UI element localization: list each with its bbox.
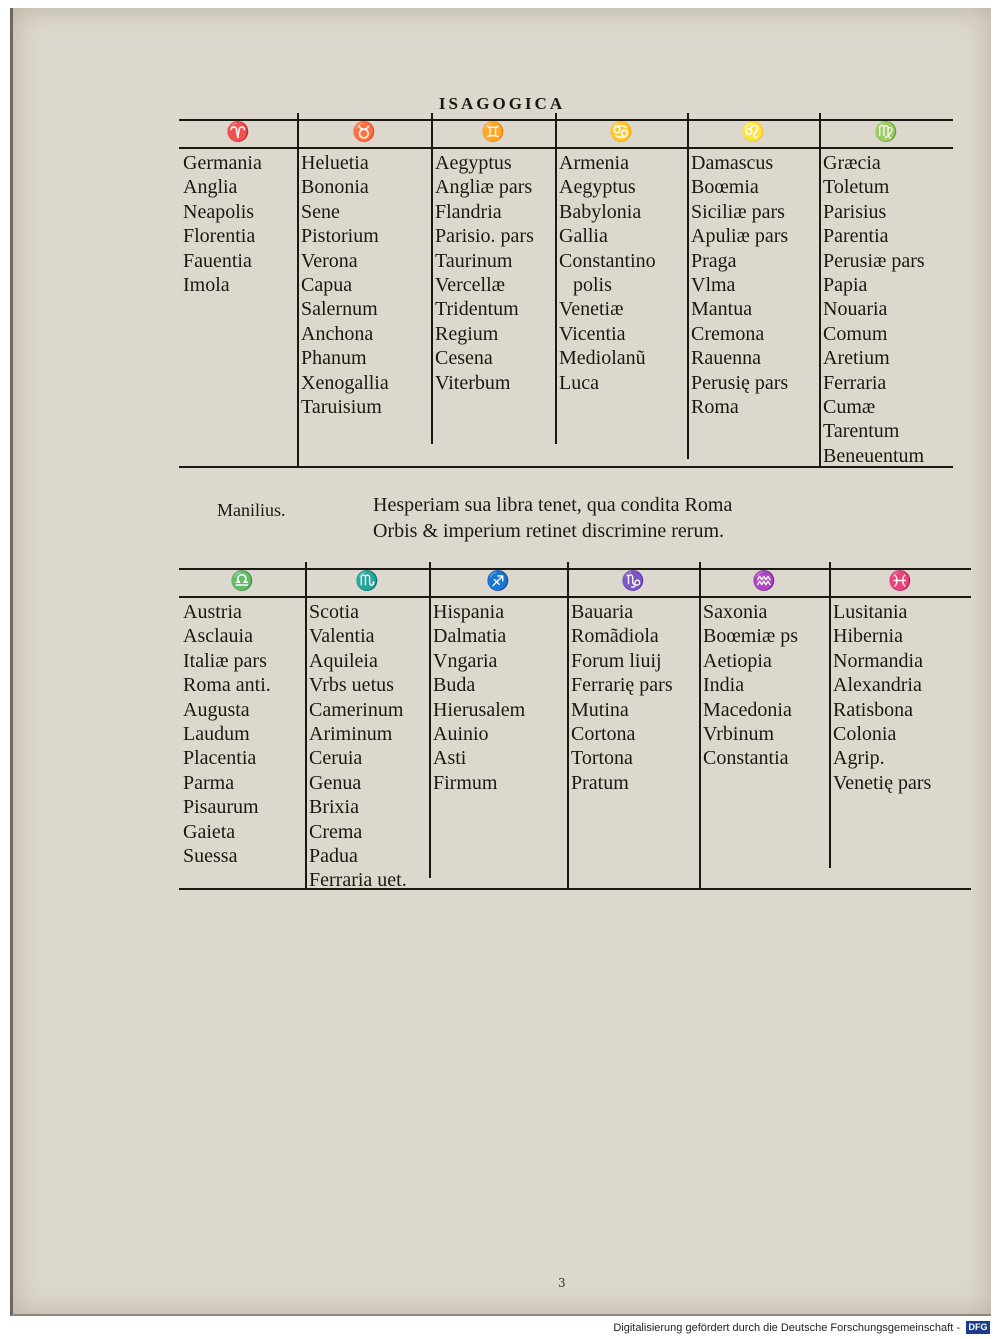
zodiac-sign-icon: ♌ xyxy=(741,121,765,143)
place-name: Parentia xyxy=(823,225,889,248)
place-name: Capua xyxy=(301,274,353,296)
quote-author: Manilius. xyxy=(217,500,286,520)
place-name: Venetiæ xyxy=(559,298,624,321)
place-name: Phanum xyxy=(301,347,367,370)
place-name: Comum xyxy=(823,322,888,345)
place-name: Cesena xyxy=(435,347,493,370)
place-name: Roma xyxy=(691,396,739,418)
manilius-quote xyxy=(13,494,991,554)
place-name: Macedonia xyxy=(703,698,792,721)
signature-mark: 3 xyxy=(558,1276,566,1290)
place-name: Parisio. pars xyxy=(435,225,534,248)
column-divider xyxy=(431,113,433,444)
zodiac-sign-icon: ♉ xyxy=(352,121,376,143)
zodiac-sign-icon: ♒ xyxy=(752,570,776,592)
column-divider xyxy=(829,562,831,868)
dfg-logo: DFG xyxy=(966,1321,990,1334)
place-name: Pistorium xyxy=(301,225,379,248)
place-name: Praga xyxy=(691,249,737,272)
column-divider xyxy=(819,113,821,466)
place-name: Tortona xyxy=(571,747,633,770)
place-name: Tarentum xyxy=(823,420,900,443)
place-name: Romãdiola xyxy=(571,625,659,648)
place-name: Taruisium xyxy=(301,396,382,418)
column-divider xyxy=(699,562,701,888)
place-name: Dalmatia xyxy=(433,625,507,648)
zodiac-sign-icon: ♎ xyxy=(230,570,254,592)
place-name: Brixia xyxy=(309,796,359,819)
place-name: Vngaria xyxy=(433,649,498,672)
place-name: Ferraria xyxy=(823,371,887,394)
place-name: Boœmiæ ps xyxy=(703,625,799,648)
place-name: Fauentia xyxy=(183,249,252,272)
place-name: Angliæ pars xyxy=(435,176,533,199)
place-name: Roma anti. xyxy=(183,674,271,697)
place-name: Auinio xyxy=(433,723,489,745)
quote-line-1: Hesperiam sua libra tenet, qua condita Roma xyxy=(373,494,733,516)
place-name: Germania xyxy=(183,152,262,174)
place-name: Damascus xyxy=(691,152,774,174)
place-name: Flandria xyxy=(435,200,502,223)
place-name: Camerinum xyxy=(309,698,404,721)
place-name: Mutina xyxy=(571,698,629,721)
place-name: Vrbs uetus xyxy=(309,674,394,697)
place-name: Aetiopia xyxy=(703,649,772,672)
place-name: polis xyxy=(573,274,612,296)
place-name: Asti xyxy=(433,747,467,770)
place-name: Sene xyxy=(301,200,340,223)
place-name: Gaieta xyxy=(183,820,236,843)
place-name: Anchona xyxy=(301,322,374,345)
place-name: Gallia xyxy=(559,225,608,248)
place-name: Perusiæ pars xyxy=(823,249,925,272)
place-name: Venetię pars xyxy=(833,771,932,794)
place-name: Vlma xyxy=(691,274,736,296)
column-divider xyxy=(429,562,431,878)
place-name: Perusię pars xyxy=(691,371,789,394)
column-divider xyxy=(555,113,557,444)
place-name: Florentia xyxy=(183,225,256,248)
place-name: Rauenna xyxy=(691,347,761,370)
place-name: Parisius xyxy=(823,200,887,223)
place-name: Scotia xyxy=(309,601,359,623)
place-name: Regium xyxy=(435,322,499,345)
table-top-rule xyxy=(179,568,971,570)
place-name: Ratisbona xyxy=(833,698,913,721)
place-name: Toletum xyxy=(823,176,890,199)
place-name: Verona xyxy=(301,249,358,272)
column-divider xyxy=(687,113,689,459)
place-name: Aretium xyxy=(823,347,890,370)
place-name: Papia xyxy=(823,274,868,296)
place-name: Mediolanũ xyxy=(559,347,646,370)
place-name: Aegyptus xyxy=(559,176,636,199)
place-name: Vercellæ xyxy=(435,274,505,296)
place-name: Buda xyxy=(433,674,476,697)
place-name: Xenogallia xyxy=(301,371,389,394)
place-name: Austria xyxy=(183,601,242,623)
place-name: Valentia xyxy=(309,625,375,648)
place-name: Lusitania xyxy=(833,601,908,623)
place-name: Constantia xyxy=(703,747,789,770)
place-name: Tridentum xyxy=(435,298,519,321)
place-name: Cremona xyxy=(691,322,765,345)
place-name: Boœmia xyxy=(691,176,759,199)
place-name: Apuliæ pars xyxy=(691,225,789,248)
table-top-rule xyxy=(179,119,953,121)
zodiac-sign-icon: ♊ xyxy=(481,121,505,143)
place-name: Alexandria xyxy=(833,674,922,697)
place-name: Aquileia xyxy=(309,649,378,672)
zodiac-sign-icon: ♋ xyxy=(609,121,633,143)
table-bottom xyxy=(179,568,971,892)
place-name: Beneuentum xyxy=(823,444,925,467)
place-name: Viterbum xyxy=(435,371,511,394)
place-name: Vrbinum xyxy=(703,723,775,745)
place-name: Hierusalem xyxy=(433,698,526,721)
place-name: Vicentia xyxy=(559,322,626,345)
place-name: Saxonia xyxy=(703,601,768,623)
place-name: Pisaurum xyxy=(183,796,259,819)
place-name: Siciliæ pars xyxy=(691,200,785,223)
place-name: Augusta xyxy=(183,698,250,721)
book-page xyxy=(10,8,991,1316)
table-header-rule xyxy=(179,596,971,598)
place-name: Mantua xyxy=(691,298,753,321)
place-name: Cortona xyxy=(571,723,636,745)
place-name: Constantino xyxy=(559,249,656,272)
place-name: Taurinum xyxy=(435,249,513,272)
place-name: Suessa xyxy=(183,845,238,867)
zodiac-sign-icon: ♓ xyxy=(888,570,912,592)
place-name: Bauaria xyxy=(571,601,634,623)
place-name: Ceruia xyxy=(309,747,363,770)
column-divider xyxy=(297,113,299,466)
place-name: Padua xyxy=(309,845,358,867)
zodiac-sign-icon: ♈ xyxy=(226,121,250,143)
place-name: Ferraria uet. xyxy=(309,869,407,892)
table-top xyxy=(179,119,953,466)
place-name: Agrip. xyxy=(833,747,885,770)
place-name: Heluetia xyxy=(301,152,369,174)
place-name: Asclauia xyxy=(183,625,253,648)
place-name: Ariminum xyxy=(309,723,393,745)
place-name: Imola xyxy=(183,274,230,296)
place-name: Forum liuij xyxy=(571,649,662,672)
place-name: Bononia xyxy=(301,176,369,199)
place-name: Anglia xyxy=(183,176,238,199)
place-name: Hispania xyxy=(433,601,505,623)
place-name: Parma xyxy=(183,771,235,794)
place-name: Italiæ pars xyxy=(183,649,267,672)
quote-line-2: Orbis & imperium retinet discrimine rerum. xyxy=(373,520,725,542)
place-name: Laudum xyxy=(183,723,250,745)
place-name: Crema xyxy=(309,820,363,843)
zodiac-sign-icon: ♏ xyxy=(355,570,379,592)
place-name: Firmum xyxy=(433,771,498,794)
place-name: Colonia xyxy=(833,723,897,745)
footer-text: Digitalisierung gefördert durch die Deutsche Forschungsgemeinschaft - xyxy=(613,1322,960,1334)
place-name: India xyxy=(703,674,745,697)
column-divider xyxy=(567,562,569,888)
column-divider xyxy=(305,562,307,888)
table-bottom-rule xyxy=(179,888,971,890)
zodiac-sign-icon: ♑ xyxy=(621,570,645,592)
place-name: Cumæ xyxy=(823,396,876,418)
place-name: Aegyptus xyxy=(435,152,512,174)
place-name: Nouaria xyxy=(823,298,888,321)
place-name: Ferrarię pars xyxy=(571,674,673,697)
place-name: Armenia xyxy=(559,152,629,174)
place-name: Salernum xyxy=(301,298,378,321)
place-name: Neapolis xyxy=(183,200,255,223)
running-head: ISAGOGICA xyxy=(438,94,566,113)
zodiac-sign-icon: ♐ xyxy=(486,570,510,592)
place-name: Normandia xyxy=(833,649,923,672)
place-name: Luca xyxy=(559,371,599,394)
place-name: Hibernia xyxy=(833,625,903,648)
footer-bar xyxy=(0,1318,1000,1339)
place-name: Babylonia xyxy=(559,200,642,223)
place-name: Pratum xyxy=(571,771,629,794)
table-header-rule xyxy=(179,147,953,149)
place-name: Placentia xyxy=(183,747,257,770)
place-name: Genua xyxy=(309,771,362,794)
zodiac-sign-icon: ♍ xyxy=(874,121,898,143)
place-name: Græcia xyxy=(823,152,881,174)
